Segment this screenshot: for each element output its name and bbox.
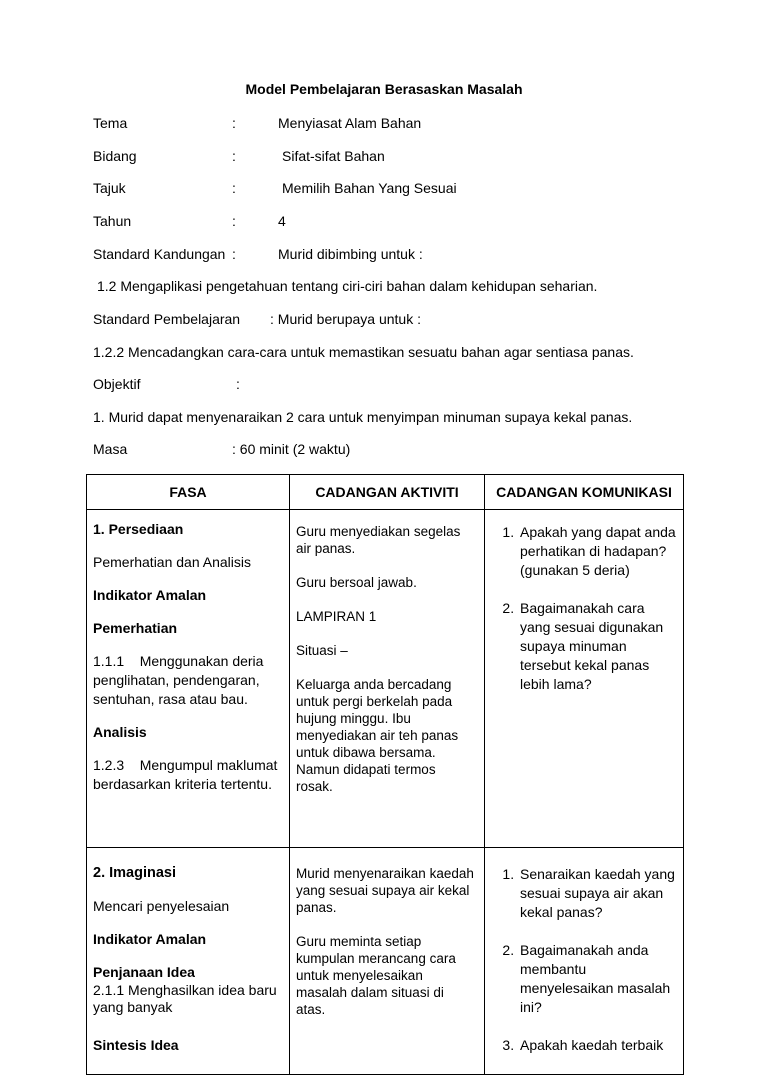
tajuk-colon: :: [232, 180, 236, 196]
indikator-label: Indikator Amalan: [93, 931, 207, 947]
penjanaan-label: Penjanaan Idea: [93, 964, 195, 980]
header-cadangan-aktiviti: CADANGAN AKTIVITI: [290, 475, 485, 510]
bidang-label: Bidang: [93, 148, 137, 164]
standard-pembelajaran-label: Standard Pembelajaran: [93, 311, 241, 327]
aktiviti-item: Guru menyediakan segelas air panas.: [296, 524, 461, 556]
aktiviti-cell: [290, 848, 485, 1075]
bidang-value: Sifat-sifat Bahan: [282, 148, 385, 164]
aktiviti-cell: [290, 510, 485, 848]
aktiviti-item: LAMPIRAN 1: [296, 609, 377, 624]
masa-label: Masa: [93, 441, 128, 457]
aktiviti-item: Murid menyenaraikan kaedah yang sesuai supaya air kekal panas.: [296, 866, 474, 915]
tajuk-value: Memilih Bahan Yang Sesuai: [282, 180, 457, 196]
objektif-label: Objektif: [93, 376, 141, 392]
indikator-label: Indikator Amalan: [93, 587, 207, 603]
fasa-heading: 2. Imaginasi: [93, 865, 177, 881]
tema-colon: :: [232, 115, 236, 131]
pemerhatian-label: Pemerhatian: [93, 620, 178, 636]
standard-kandungan-value: Murid dibimbing untuk :: [278, 246, 423, 262]
standard-kandungan-colon: :: [232, 246, 236, 262]
standard-pembelajaran-value: : Murid berupaya untuk :: [270, 311, 421, 327]
header-cadangan-komunikasi: CADANGAN KOMUNIKASI: [485, 475, 684, 510]
standard-kandungan-text: 1.2 Mengaplikasi pengetahuan tentang ciri-ciri bahan dalam kehidupan seharian.: [97, 278, 598, 294]
table-row: [87, 848, 684, 1075]
lesson-table: [86, 474, 684, 1075]
standard-pembelajaran-text: 1.2.2 Mencadangkan cara-cara untuk memastikan sesuatu bahan agar sentiasa panas.: [93, 344, 634, 360]
pemerhatian-text: 1.1.1 Menggunakan deria penglihatan, pendengaran, sentuhan, rasa atau bau.: [93, 653, 268, 707]
tema-value: Menyiasat Alam Bahan: [278, 115, 422, 131]
sintesis-label: Sintesis Idea: [93, 1037, 179, 1053]
aktiviti-item: Situasi –: [296, 643, 348, 658]
aktiviti-item: Keluarga anda bercadang untuk pergi berkelah pada hujung minggu. Ibu menyediakan air teh panas untuk dibawa bersama. Namun didapati termos rosak.: [296, 677, 459, 794]
tahun-label: Tahun: [93, 213, 132, 229]
standard-kandungan-label: Standard Kandungan: [93, 246, 226, 262]
komunikasi-item: 2. Bagaimanakah cara yang sesuai digunakan supaya minuman tersebut kekal panas lebih lama?: [518, 599, 677, 694]
komunikasi-item: 3. Apakah kaedah terbaik: [518, 1036, 677, 1055]
document-title: Model Pembelajaran Berasaskan Masalah: [245, 81, 523, 97]
fasa-cell: [87, 510, 290, 848]
fasa-cell: [87, 848, 290, 1075]
tahun-colon: :: [232, 213, 236, 229]
fasa-heading: 1. Persediaan: [93, 521, 184, 537]
masa-value: : 60 minit (2 waktu): [232, 441, 351, 457]
komunikasi-cell: [485, 848, 684, 1075]
komunikasi-cell: [485, 510, 684, 848]
aktiviti-item: Guru meminta setiap kumpulan merancang cara untuk menyelesaikan masalah dalam situasi di atas.: [296, 934, 456, 1017]
komunikasi-list: [491, 865, 677, 1055]
penjanaan-text: 2.1.1 Menghasilkan idea baru yang banyak: [93, 982, 277, 1015]
fasa-subtitle: Mencari penyelesaian: [93, 898, 230, 914]
tajuk-label: Tajuk: [93, 180, 126, 196]
table-header-row: [87, 475, 684, 510]
aktiviti-item: Guru bersoal jawab.: [296, 575, 417, 590]
objektif-text: 1. Murid dapat menyenaraikan 2 cara untuk menyimpan minuman supaya kekal panas.: [93, 409, 633, 425]
komunikasi-item: 1. Senaraikan kaedah yang sesuai supaya air akan kekal panas?: [518, 865, 677, 922]
objektif-colon: :: [236, 376, 240, 392]
komunikasi-list: [491, 523, 677, 694]
komunikasi-item: 2. Bagaimanakah anda membantu menyelesaikan masalah ini?: [518, 941, 677, 1017]
tema-label: Tema: [93, 115, 128, 131]
table-row: [87, 510, 684, 848]
komunikasi-item: 1. Apakah yang dapat anda perhatikan di hadapan? (gunakan 5 deria): [518, 523, 677, 580]
analisis-label: Analisis: [93, 724, 147, 740]
fasa-subtitle: Pemerhatian dan Analisis: [93, 554, 251, 570]
analisis-text: 1.2.3 Mengumpul maklumat berdasarkan kriteria tertentu.: [93, 757, 282, 792]
header-fasa: FASA: [87, 475, 290, 510]
tahun-value: 4: [278, 213, 286, 229]
bidang-colon: :: [232, 148, 236, 164]
